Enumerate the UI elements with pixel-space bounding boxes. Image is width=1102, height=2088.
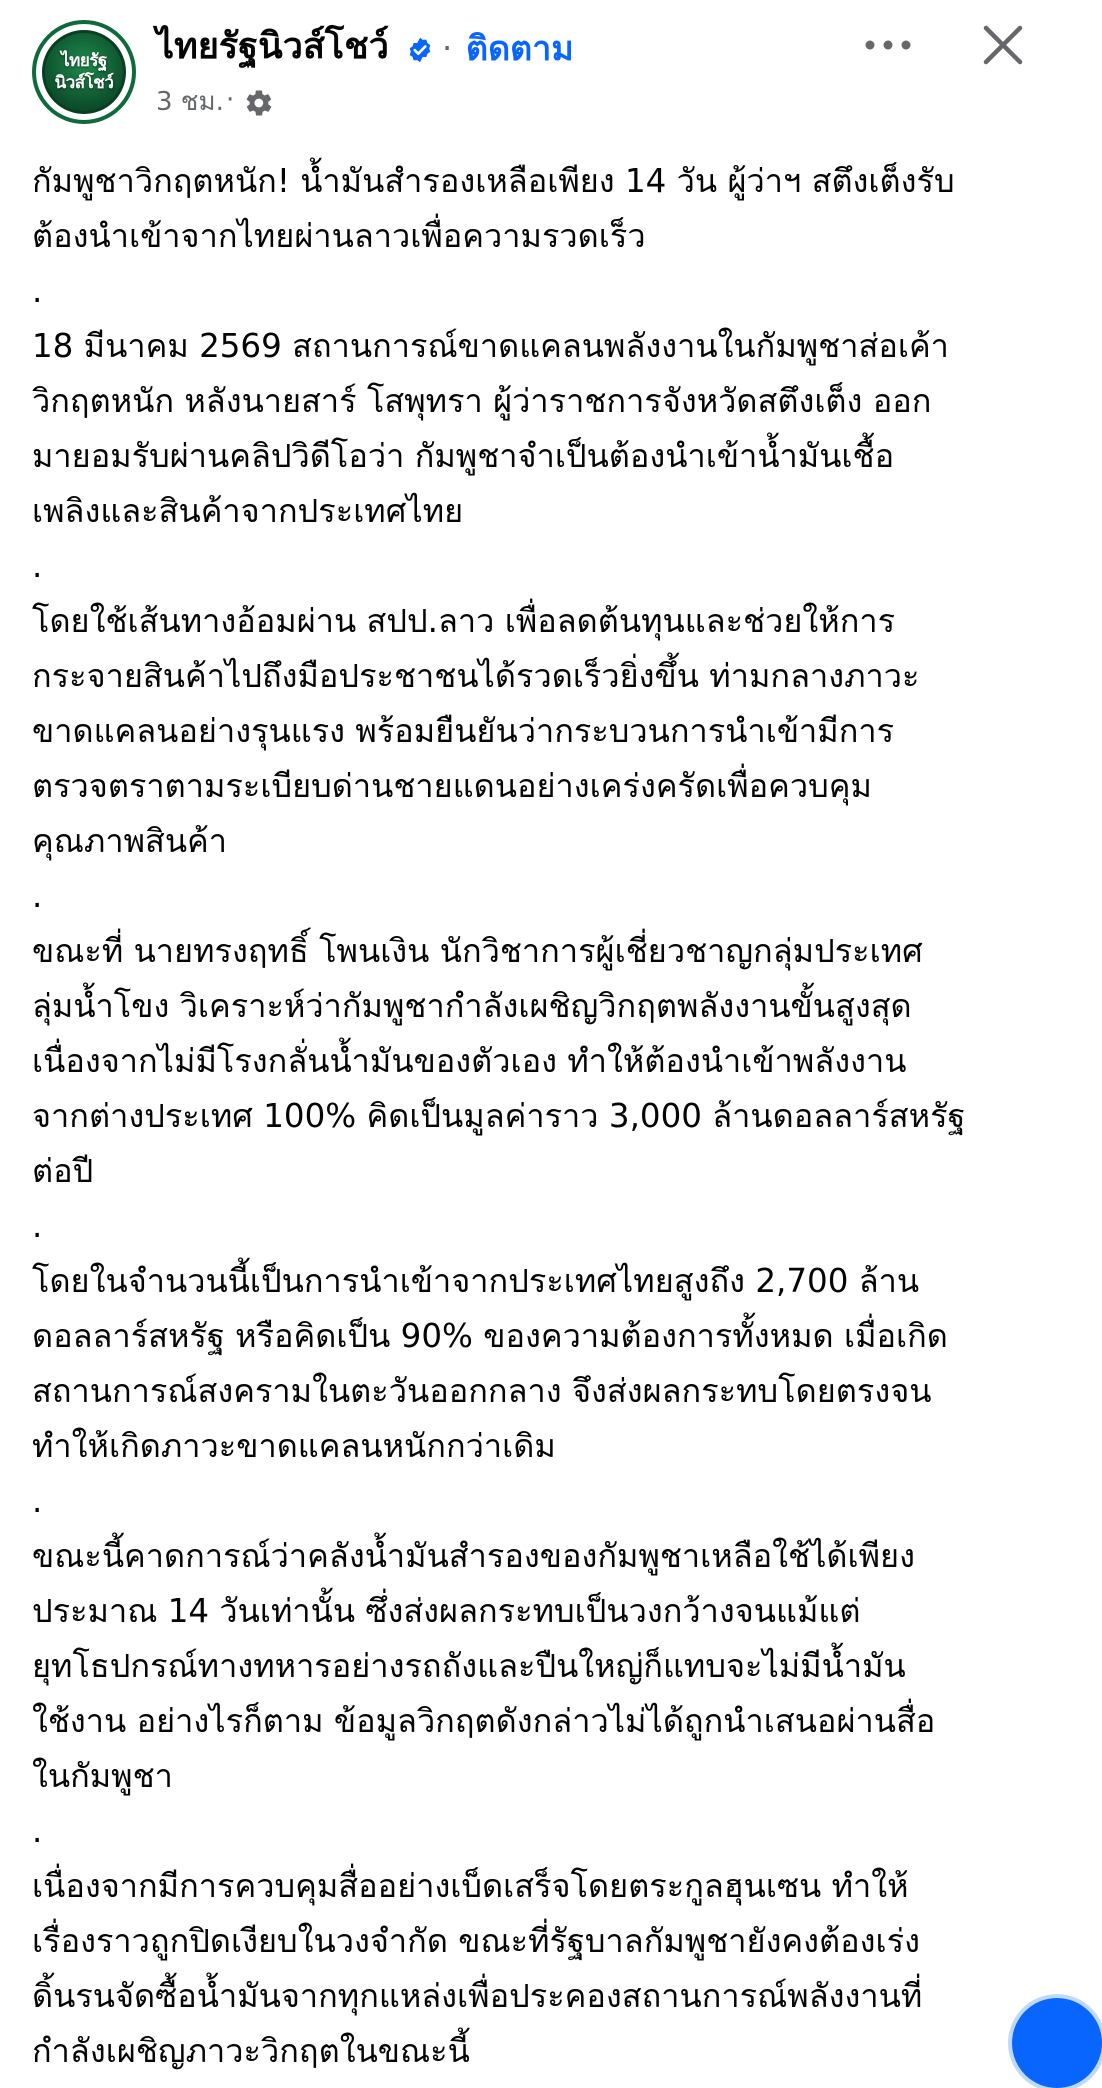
post-text-line: ทำให้เกิดภาวะขาดแคลนหนักกว่าเดิม [32, 1427, 556, 1465]
page-avatar[interactable] [32, 20, 136, 124]
follow-button[interactable]: ติดตาม [466, 29, 574, 69]
post-text-line: กระจายสินค้าไปถึงมือประชาชนได้รวดเร็วยิ่งขึ้น ท่ามกลางภาวะ [32, 657, 920, 695]
post-text-line: ลุ่มน้ำโขง วิเคราะห์ว่ากัมพูชากำลังเผชิญวิกฤตพลังงานขั้นสูงสุด [32, 987, 912, 1025]
post-text-line: ในกัมพูชา [32, 1757, 173, 1795]
paragraph-separator: . [32, 1207, 43, 1245]
paragraph-separator: . [32, 547, 43, 585]
page-name[interactable]: ไทยรัฐนิวส์โชว์ [156, 26, 389, 67]
post-body [32, 154, 1032, 2079]
post-text-line: 18 มีนาคม 2569 สถานการณ์ขาดแคลนพลังงานในกัมพูชาส่อเค้า [32, 327, 949, 365]
chat-bubble-button[interactable] [1012, 1998, 1102, 2088]
paragraph-separator: . [32, 272, 43, 310]
post-text-line: ดอลลาร์สหรัฐ หรือคิดเป็น 90% ของความต้องการทั้งหมด เมื่อเกิด [32, 1317, 948, 1355]
post-paragraph [32, 594, 1032, 869]
post-text-line: วิกฤตหนัก หลังนายสาร์ โสพุทรา ผู้ว่าราชการจังหวัดสตึงเต็ง ออก [32, 382, 932, 420]
post-text-line: ต้องนำเข้าจากไทยผ่านลาวเพื่อความรวดเร็ว [32, 217, 646, 255]
avatar-logo [42, 30, 126, 114]
post-text-line: คุณภาพสินค้า [32, 822, 228, 860]
post-paragraph [32, 1804, 1032, 1859]
post-paragraph [32, 1199, 1032, 1254]
post-text-line: เรื่องราวถูกปิดเงียบในวงจำกัด ขณะที่รัฐบาลกัมพูชายังคงต้องเร่ง [32, 1922, 920, 1960]
post-text-line: ใช้งาน อย่างไรก็ตาม ข้อมูลวิกฤตดังกล่าวไม่ได้ถูกนำเสนอผ่านสื่อ [32, 1702, 936, 1740]
post-text-line: ขณะนี้คาดการณ์ว่าคลังน้ำมันสำรองของกัมพูชาเหลือใช้ได้เพียง [32, 1537, 915, 1575]
post-text-line: กำลังเผชิญภาวะวิกฤตในขณะนี้ [32, 2032, 470, 2070]
paragraph-separator: . [32, 1812, 43, 1850]
post-text-line: ตรวจตราตามระเบียบด่านชายแดนอย่างเคร่งครัดเพื่อควบคุม [32, 767, 872, 805]
post-paragraph [32, 869, 1032, 924]
post-text-line: เพลิงและสินค้าจากประเทศไทย [32, 492, 464, 530]
post-text-line: โดยใช้เส้นทางอ้อมผ่าน สปป.ลาว เพื่อลดต้นทุนและช่วยให้การ [32, 602, 896, 640]
post-paragraph [32, 1529, 1032, 1804]
post-paragraph [32, 1254, 1032, 1474]
post-text-line: กัมพูชาวิกฤตหนัก! น้ำมันสำรองเหลือเพียง 14 วัน ผู้ว่าฯ สตึงเต็งรับ [32, 162, 955, 200]
post-paragraph [32, 1474, 1032, 1529]
post-text-line: ขณะที่ นายทรงฤทธิ์ โพนเงิน นักวิชาการผู้เชี่ยวชาญกลุ่มประเทศ [32, 932, 923, 970]
post-text-line: ประมาณ 14 วันเท่านั้น ซึ่งส่งผลกระทบเป็นวงกว้างจนแม้แต่ [32, 1592, 861, 1630]
post-text-line: ยุทโธปกรณ์ทางทหารอย่างรถถังและปืนใหญ่ก็แทบจะไม่มีน้ำมัน [32, 1647, 906, 1685]
post-text-line: เนื่องจากไม่มีโรงกลั่นน้ำมันของตัวเอง ทำให้ต้องนำเข้าพลังงาน [32, 1042, 907, 1080]
more-options-icon[interactable] [862, 30, 914, 60]
post-text-line: ดิ้นรนจัดซื้อน้ำมันจากทุกแหล่งเพื่อประคองสถานการณ์พลังงานที่ [32, 1977, 923, 2015]
post-paragraph [32, 264, 1032, 319]
paragraph-separator: . [32, 877, 43, 915]
post-text-line: ขาดแคลนอย่างรุนแรง พร้อมยืนยันว่ากระบวนการนำเข้ามีการ [32, 712, 895, 750]
paragraph-separator: . [32, 1482, 43, 1520]
post-text-line: มายอมรับผ่านคลิปวิดีโอว่า กัมพูชาจำเป็นต้องนำเข้าน้ำมันเชื้อ [32, 437, 895, 475]
avatar-logo-line1: ไทยรัฐ [61, 51, 107, 71]
post-paragraph [32, 1859, 1032, 2079]
post-paragraph [32, 539, 1032, 594]
close-icon[interactable] [978, 20, 1028, 70]
post-paragraph [32, 319, 1032, 539]
verified-badge-icon [406, 36, 434, 64]
post-paragraph [32, 924, 1032, 1199]
post-header [0, 0, 1057, 140]
header-separator: · [442, 29, 453, 67]
timestamp-separator: · [226, 85, 235, 115]
post-text-line: โดยในจำนวนนี้เป็นการนำเข้าจากประเทศไทยสูงถึง 2,700 ล้าน [32, 1262, 920, 1300]
post-text-line: ต่อปี [32, 1152, 94, 1190]
post-text-line: เนื่องจากมีการควบคุมสื่ออย่างเบ็ดเสร็จโดยตระกูลฮุนเซน ทำให้ [32, 1867, 909, 1905]
avatar-logo-line2: นิวส์โชว์ [54, 73, 114, 93]
post-text-line: จากต่างประเทศ 100% คิดเป็นมูลค่าราว 3,000 ล้านดอลลาร์สหรัฐ [32, 1097, 966, 1135]
post-text-line: สถานการณ์สงครามในตะวันออกกลาง จึงส่งผลกระทบโดยตรงจน [32, 1372, 932, 1410]
post-paragraph [32, 154, 1032, 264]
post-timestamp[interactable]: 3 ชม. [156, 87, 224, 117]
gear-icon[interactable] [244, 88, 274, 118]
